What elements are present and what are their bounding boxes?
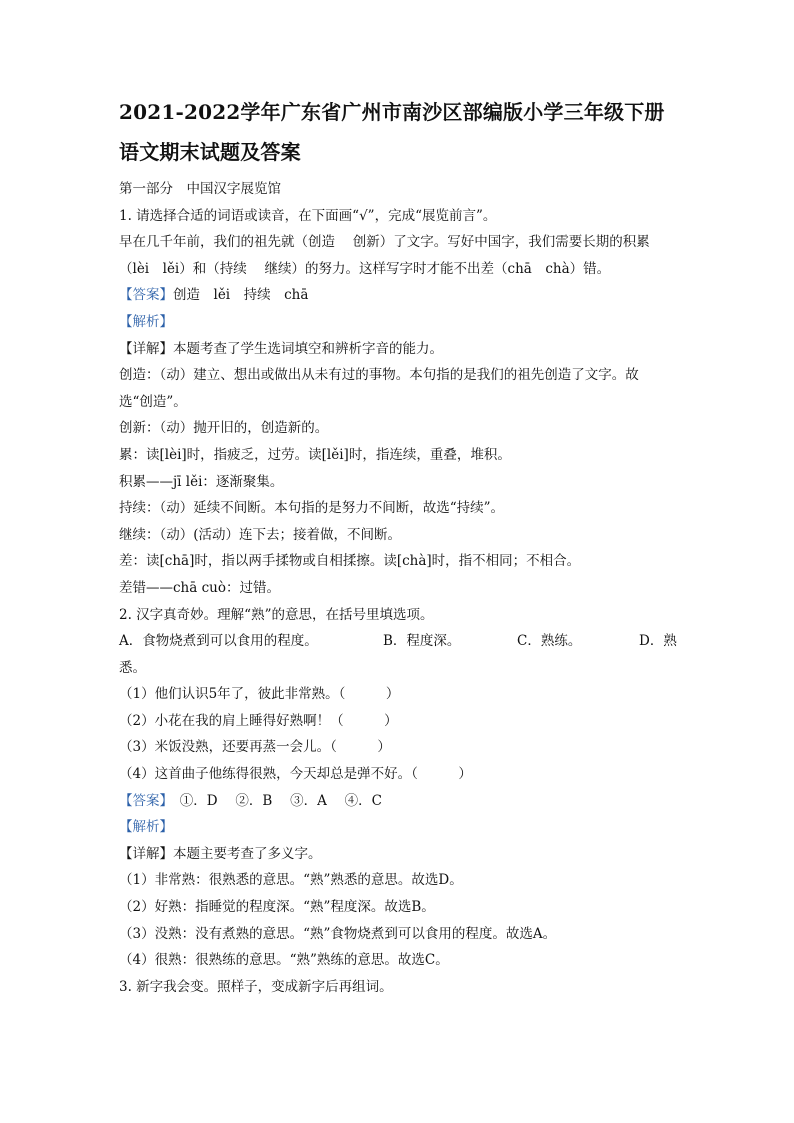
q2-item: （1）他们认识5年了，彼此非常熟。（ ）: [119, 686, 400, 703]
q1-explanation: 选“创造”。: [119, 393, 187, 410]
q2-item: （2）小花在我的肩上睡得好熟啊！（ ）: [119, 712, 398, 729]
q1-passage-line-1: 早在几千年前，我们的祖先就（创造 创新）了文字。写好中国字，我们需要长期的积累: [119, 234, 650, 251]
option-b: B．程度深。: [383, 633, 461, 650]
q2-item: （4）这首曲子他练得很熟，今天却总是弹不好。（ ）: [119, 766, 472, 783]
section-heading: 第一部分 中国汉字展览馆: [119, 181, 281, 197]
detail-tag: 【详解】: [119, 340, 173, 357]
q2-item: （3）米饭没熟，还要再蒸一会儿。（ ）: [119, 739, 391, 756]
answer-text: ①．D ②．B ③．A ④．C: [166, 792, 382, 809]
document-title-line-1: 2021-2022学年广东省广州市南沙区部编版小学三年级下册: [119, 100, 665, 124]
q1-analysis-tag: 【解析】: [119, 313, 173, 330]
q1-detail: [119, 336, 679, 363]
q1-question: 1. 请选择合适的词语或读音，在下面画“√”，完成“展览前言”。: [119, 207, 497, 224]
answer-tag: 【答案】: [119, 792, 167, 809]
q1-answer: [119, 282, 679, 309]
q2-explanation: （1）非常熟：很熟悉的意思。“熟”熟悉的意思。故选D。: [119, 872, 463, 889]
option-a: A．食物烧煮到可以食用的程度。: [119, 633, 318, 650]
q2-explanation: （4）很熟：很熟练的意思。“熟”熟练的意思。故选C。: [119, 952, 449, 969]
q2-question: 2. 汉字真奇妙。理解“熟”的意思，在括号里填选项。: [119, 606, 434, 623]
answer-text: 创造 lěi 持续 chā: [173, 287, 309, 304]
document-page: [119, 92, 679, 1000]
q2-options-wrap: 悉。: [119, 659, 146, 676]
q1-explanation: 继续：（动）(活动）连下去；接着做，不间断。: [119, 526, 402, 543]
q2-detail: [119, 841, 679, 868]
detail-intro: 本题考查了学生选词填空和辨析字音的能力。: [173, 340, 443, 357]
detail-tag: 【详解】: [119, 845, 173, 862]
q2-analysis-tag: 【解析】: [119, 819, 173, 836]
q1-explanation: 差错——chā cuò：过错。: [119, 579, 280, 596]
answer-tag: 【答案】: [119, 287, 173, 304]
q1-explanation: 创造：（动）建立、想出或做出从未有过的事物。本句指的是我们的祖先创造了文字。故: [119, 367, 639, 384]
q1-explanation: 持续：（动）延续不间断。本句指的是努力不间断，故选“持续”。: [119, 500, 505, 517]
q1-passage-line-2: （lèi lěi）和（持续 继续）的努力。这样写字时才能不出差（chā chà）错。: [119, 260, 611, 277]
q2-explanation: （3）没熟：没有煮熟的意思。“熟”食物烧煮到可以食用的程度。故选A。: [119, 925, 557, 942]
q3-question: 3. 新字我会变。照样子，变成新字后再组词。: [119, 978, 393, 995]
q1-explanation: 创新：（动）抛开旧的，创造新的。: [119, 420, 329, 437]
option-c: C．熟练。: [517, 633, 582, 650]
option-d: D．熟: [639, 633, 677, 650]
q2-explanation: （2）好熟：指睡觉的程度深。“熟”程度深。故选B。: [119, 899, 435, 916]
q1-explanation: 差：读[chā]时，指以两手揉物或自相揉擦。读[chà]时，指不相同；不相合。: [119, 553, 581, 570]
document-title-line-2: 语文期末试题及答案: [119, 140, 301, 164]
q2-answer: [119, 788, 679, 815]
q1-explanation: 累：读[lèi]时，指疲乏，过劳。读[lěi]时，指连续，重叠，堆积。: [119, 446, 511, 463]
detail-intro: 本题主要考查了多义字。: [173, 845, 322, 862]
q1-explanation: 积累——jī lěi：逐渐聚集。: [119, 473, 284, 490]
q2-options: [119, 628, 679, 655]
